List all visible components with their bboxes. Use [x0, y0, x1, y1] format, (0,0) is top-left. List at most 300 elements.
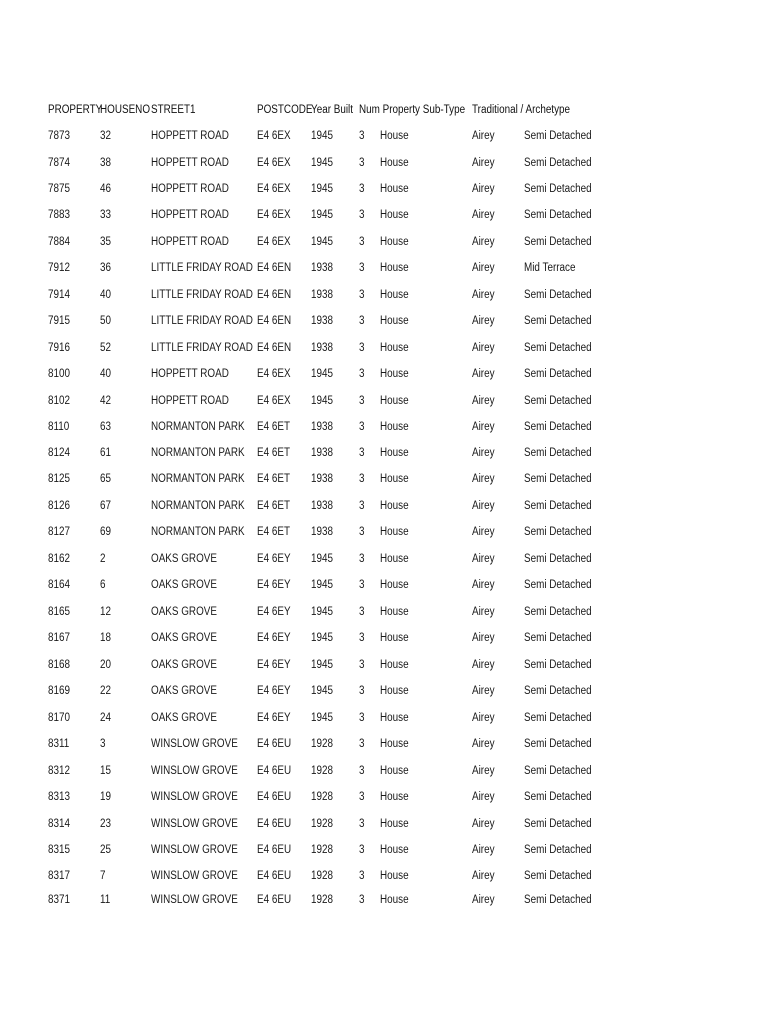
cell-houseno: 36 — [100, 262, 112, 274]
cell-traditional: Airey — [472, 870, 495, 882]
cell-postcode: E4 6EN — [257, 315, 292, 327]
cell-property: 8311 — [48, 738, 70, 750]
cell-houseno: 11 — [100, 894, 111, 906]
cell-postcode: E4 6EU — [257, 765, 292, 777]
cell-postcode: E4 6ET — [257, 500, 290, 512]
cell-archetype: Semi Detached — [524, 368, 592, 380]
table-row — [0, 549, 770, 569]
cell-archetype: Semi Detached — [524, 500, 592, 512]
cell-postcode: E4 6EX — [257, 236, 291, 248]
cell-traditional: Airey — [472, 209, 495, 221]
cell-property: 8164 — [48, 579, 71, 591]
table-row — [0, 469, 770, 489]
cell-num: 3 — [359, 289, 365, 301]
cell-street: NORMANTON PARK — [151, 526, 245, 538]
cell-traditional: Airey — [472, 526, 495, 538]
cell-houseno: 2 — [100, 553, 106, 565]
cell-traditional: Airey — [472, 157, 495, 169]
cell-archetype: Semi Detached — [524, 870, 592, 882]
cell-sub-type: House — [380, 818, 409, 830]
cell-street: WINSLOW GROVE — [151, 818, 238, 830]
cell-year-built: 1938 — [311, 262, 334, 274]
cell-num: 3 — [359, 157, 365, 169]
cell-property: 7915 — [48, 315, 71, 327]
cell-traditional: Airey — [472, 894, 495, 906]
cell-num: 3 — [359, 738, 365, 750]
cell-archetype: Semi Detached — [524, 791, 592, 803]
cell-num: 3 — [359, 712, 365, 724]
cell-archetype: Semi Detached — [524, 632, 592, 644]
cell-sub-type: House — [380, 791, 409, 803]
cell-archetype: Mid Terrace — [524, 262, 576, 274]
table-row — [0, 311, 770, 331]
cell-property: 8167 — [48, 632, 71, 644]
cell-houseno: 65 — [100, 473, 112, 485]
cell-property: 8371 — [48, 894, 71, 906]
cell-houseno: 38 — [100, 157, 112, 169]
table-row — [0, 655, 770, 675]
cell-archetype: Semi Detached — [524, 421, 592, 433]
cell-street: WINSLOW GROVE — [151, 765, 238, 777]
cell-postcode: E4 6EY — [257, 685, 291, 697]
cell-street: HOPPETT ROAD — [151, 368, 229, 380]
cell-street: LITTLE FRIDAY ROAD — [151, 289, 253, 301]
cell-traditional: Airey — [472, 289, 495, 301]
header-num-property-sub-type: Num Property Sub-Type — [359, 104, 466, 116]
cell-postcode: E4 6ET — [257, 526, 290, 538]
cell-property: 8125 — [48, 473, 71, 485]
cell-street: OAKS GROVE — [151, 712, 217, 724]
cell-postcode: E4 6EY — [257, 632, 291, 644]
table-row — [0, 761, 770, 781]
cell-traditional: Airey — [472, 342, 495, 354]
cell-num: 3 — [359, 473, 365, 485]
cell-year-built: 1945 — [311, 183, 334, 195]
cell-num: 3 — [359, 183, 365, 195]
table-row — [0, 734, 770, 754]
cell-archetype: Semi Detached — [524, 342, 592, 354]
table-row — [0, 205, 770, 225]
table-row — [0, 364, 770, 384]
cell-sub-type: House — [380, 553, 409, 565]
cell-num: 3 — [359, 894, 365, 906]
cell-archetype: Semi Detached — [524, 289, 592, 301]
cell-houseno: 32 — [100, 130, 112, 142]
cell-num: 3 — [359, 579, 365, 591]
cell-archetype: Semi Detached — [524, 473, 592, 485]
cell-num: 3 — [359, 421, 365, 433]
cell-traditional: Airey — [472, 368, 495, 380]
cell-archetype: Semi Detached — [524, 395, 592, 407]
cell-num: 3 — [359, 209, 365, 221]
cell-archetype: Semi Detached — [524, 894, 592, 906]
table-row — [0, 153, 770, 173]
cell-postcode: E4 6EU — [257, 894, 292, 906]
cell-street: HOPPETT ROAD — [151, 157, 229, 169]
header-street1: STREET1 — [151, 104, 196, 116]
cell-year-built: 1928 — [311, 818, 334, 830]
cell-houseno: 20 — [100, 659, 112, 671]
cell-street: NORMANTON PARK — [151, 447, 245, 459]
cell-sub-type: House — [380, 473, 409, 485]
cell-sub-type: House — [380, 712, 409, 724]
cell-street: OAKS GROVE — [151, 685, 217, 697]
cell-traditional: Airey — [472, 236, 495, 248]
cell-num: 3 — [359, 632, 365, 644]
cell-archetype: Semi Detached — [524, 738, 592, 750]
cell-sub-type: House — [380, 579, 409, 591]
cell-houseno: 25 — [100, 844, 112, 856]
cell-postcode: E4 6EX — [257, 395, 291, 407]
cell-property: 7875 — [48, 183, 71, 195]
table-row — [0, 890, 770, 910]
cell-postcode: E4 6EN — [257, 289, 292, 301]
cell-street: OAKS GROVE — [151, 632, 217, 644]
cell-street: WINSLOW GROVE — [151, 791, 238, 803]
header-postcode: POSTCODE — [257, 104, 313, 116]
cell-sub-type: House — [380, 368, 409, 380]
cell-year-built: 1945 — [311, 606, 334, 618]
header-year-built: Year Built — [311, 104, 353, 116]
cell-num: 3 — [359, 553, 365, 565]
cell-sub-type: House — [380, 500, 409, 512]
cell-traditional: Airey — [472, 473, 495, 485]
cell-property: 8100 — [48, 368, 71, 380]
cell-postcode: E4 6EX — [257, 209, 291, 221]
table-row — [0, 866, 770, 886]
cell-archetype: Semi Detached — [524, 818, 592, 830]
cell-property: 8110 — [48, 421, 70, 433]
cell-street: LITTLE FRIDAY ROAD — [151, 315, 253, 327]
cell-num: 3 — [359, 342, 365, 354]
cell-houseno: 35 — [100, 236, 112, 248]
cell-year-built: 1945 — [311, 368, 334, 380]
cell-num: 3 — [359, 659, 365, 671]
cell-postcode: E4 6EX — [257, 157, 291, 169]
cell-num: 3 — [359, 526, 365, 538]
cell-sub-type: House — [380, 526, 409, 538]
cell-property: 7916 — [48, 342, 71, 354]
cell-traditional: Airey — [472, 738, 495, 750]
cell-sub-type: House — [380, 342, 409, 354]
cell-archetype: Semi Detached — [524, 183, 592, 195]
cell-num: 3 — [359, 500, 365, 512]
table-row — [0, 575, 770, 595]
cell-year-built: 1945 — [311, 579, 334, 591]
cell-property: 7912 — [48, 262, 71, 274]
cell-postcode: E4 6EU — [257, 791, 292, 803]
cell-sub-type: House — [380, 262, 409, 274]
cell-year-built: 1945 — [311, 157, 334, 169]
header-traditional-archetype: Traditional / Archetype — [472, 104, 571, 116]
cell-traditional: Airey — [472, 130, 495, 142]
cell-sub-type: House — [380, 157, 409, 169]
cell-traditional: Airey — [472, 791, 495, 803]
cell-sub-type: House — [380, 183, 409, 195]
cell-traditional: Airey — [472, 447, 495, 459]
cell-street: NORMANTON PARK — [151, 421, 245, 433]
cell-houseno: 63 — [100, 421, 112, 433]
cell-year-built: 1945 — [311, 685, 334, 697]
cell-property: 8313 — [48, 791, 71, 803]
cell-year-built: 1938 — [311, 289, 334, 301]
cell-postcode: E4 6ET — [257, 447, 290, 459]
cell-year-built: 1938 — [311, 473, 334, 485]
cell-traditional: Airey — [472, 395, 495, 407]
cell-sub-type: House — [380, 315, 409, 327]
cell-houseno: 3 — [100, 738, 106, 750]
cell-year-built: 1945 — [311, 712, 334, 724]
cell-postcode: E4 6EU — [257, 844, 292, 856]
cell-sub-type: House — [380, 395, 409, 407]
cell-num: 3 — [359, 236, 365, 248]
cell-sub-type: House — [380, 209, 409, 221]
cell-postcode: E4 6EU — [257, 818, 292, 830]
cell-sub-type: House — [380, 447, 409, 459]
cell-sub-type: House — [380, 289, 409, 301]
cell-postcode: E4 6EY — [257, 712, 291, 724]
cell-property: 7883 — [48, 209, 71, 221]
table-row — [0, 126, 770, 146]
cell-street: NORMANTON PARK — [151, 500, 245, 512]
cell-property: 8124 — [48, 447, 71, 459]
cell-street: HOPPETT ROAD — [151, 395, 229, 407]
cell-sub-type: House — [380, 659, 409, 671]
cell-houseno: 52 — [100, 342, 112, 354]
cell-property: 7873 — [48, 130, 71, 142]
cell-property: 8169 — [48, 685, 71, 697]
cell-year-built: 1945 — [311, 659, 334, 671]
cell-year-built: 1938 — [311, 447, 334, 459]
cell-houseno: 7 — [100, 870, 106, 882]
cell-archetype: Semi Detached — [524, 685, 592, 697]
cell-year-built: 1938 — [311, 500, 334, 512]
cell-street: HOPPETT ROAD — [151, 236, 229, 248]
cell-sub-type: House — [380, 894, 409, 906]
cell-property: 8127 — [48, 526, 71, 538]
cell-property: 7914 — [48, 289, 71, 301]
table-row — [0, 391, 770, 411]
cell-archetype: Semi Detached — [524, 712, 592, 724]
cell-year-built: 1938 — [311, 526, 334, 538]
cell-num: 3 — [359, 765, 365, 777]
cell-postcode: E4 6EU — [257, 870, 292, 882]
cell-street: HOPPETT ROAD — [151, 209, 229, 221]
table-row — [0, 496, 770, 516]
cell-sub-type: House — [380, 765, 409, 777]
cell-year-built: 1928 — [311, 870, 334, 882]
table-row — [0, 840, 770, 860]
cell-sub-type: House — [380, 606, 409, 618]
cell-street: LITTLE FRIDAY ROAD — [151, 262, 253, 274]
cell-property: 8170 — [48, 712, 71, 724]
cell-street: WINSLOW GROVE — [151, 844, 238, 856]
cell-postcode: E4 6ET — [257, 473, 290, 485]
cell-num: 3 — [359, 368, 365, 380]
cell-property: 8102 — [48, 395, 71, 407]
cell-postcode: E4 6EN — [257, 342, 292, 354]
cell-postcode: E4 6ET — [257, 421, 290, 433]
cell-postcode: E4 6EX — [257, 130, 291, 142]
cell-num: 3 — [359, 395, 365, 407]
cell-postcode: E4 6EY — [257, 659, 291, 671]
cell-postcode: E4 6EY — [257, 606, 291, 618]
cell-street: OAKS GROVE — [151, 606, 217, 618]
cell-traditional: Airey — [472, 765, 495, 777]
cell-street: WINSLOW GROVE — [151, 870, 238, 882]
table-row — [0, 602, 770, 622]
cell-street: OAKS GROVE — [151, 659, 217, 671]
cell-houseno: 23 — [100, 818, 112, 830]
table-row — [0, 681, 770, 701]
cell-traditional: Airey — [472, 262, 495, 274]
cell-archetype: Semi Detached — [524, 447, 592, 459]
cell-street: LITTLE FRIDAY ROAD — [151, 342, 253, 354]
cell-traditional: Airey — [472, 183, 495, 195]
cell-archetype: Semi Detached — [524, 606, 592, 618]
cell-year-built: 1938 — [311, 315, 334, 327]
cell-sub-type: House — [380, 685, 409, 697]
cell-sub-type: House — [380, 421, 409, 433]
cell-num: 3 — [359, 870, 365, 882]
table-row — [0, 522, 770, 542]
cell-property: 8312 — [48, 765, 71, 777]
cell-year-built: 1945 — [311, 209, 334, 221]
cell-traditional: Airey — [472, 315, 495, 327]
cell-property: 8168 — [48, 659, 71, 671]
cell-property: 7884 — [48, 236, 71, 248]
cell-sub-type: House — [380, 130, 409, 142]
cell-houseno: 22 — [100, 685, 112, 697]
cell-houseno: 67 — [100, 500, 112, 512]
cell-year-built: 1928 — [311, 894, 334, 906]
cell-year-built: 1938 — [311, 342, 334, 354]
table-row — [0, 285, 770, 305]
cell-year-built: 1945 — [311, 236, 334, 248]
cell-archetype: Semi Detached — [524, 765, 592, 777]
cell-postcode: E4 6EN — [257, 262, 292, 274]
cell-num: 3 — [359, 447, 365, 459]
table-row — [0, 232, 770, 252]
cell-property: 7874 — [48, 157, 71, 169]
cell-property: 8317 — [48, 870, 71, 882]
cell-street: WINSLOW GROVE — [151, 738, 238, 750]
cell-archetype: Semi Detached — [524, 157, 592, 169]
cell-num: 3 — [359, 315, 365, 327]
header-property: PROPERTY — [48, 104, 103, 116]
cell-archetype: Semi Detached — [524, 526, 592, 538]
cell-houseno: 61 — [100, 447, 112, 459]
cell-traditional: Airey — [472, 500, 495, 512]
table-row — [0, 179, 770, 199]
cell-sub-type: House — [380, 844, 409, 856]
cell-archetype: Semi Detached — [524, 844, 592, 856]
cell-traditional: Airey — [472, 579, 495, 591]
cell-archetype: Semi Detached — [524, 130, 592, 142]
cell-houseno: 69 — [100, 526, 112, 538]
cell-houseno: 19 — [100, 791, 112, 803]
cell-traditional: Airey — [472, 712, 495, 724]
cell-year-built: 1945 — [311, 553, 334, 565]
cell-property: 8315 — [48, 844, 71, 856]
table-row — [0, 628, 770, 648]
cell-houseno: 15 — [100, 765, 112, 777]
cell-num: 3 — [359, 791, 365, 803]
cell-num: 3 — [359, 262, 365, 274]
cell-postcode: E4 6EX — [257, 368, 291, 380]
cell-traditional: Airey — [472, 553, 495, 565]
cell-houseno: 18 — [100, 632, 112, 644]
cell-sub-type: House — [380, 632, 409, 644]
cell-houseno: 42 — [100, 395, 112, 407]
cell-archetype: Semi Detached — [524, 209, 592, 221]
cell-year-built: 1945 — [311, 632, 334, 644]
header-houseno: HOUSENO — [100, 104, 151, 116]
cell-street: WINSLOW GROVE — [151, 894, 238, 906]
cell-property: 8314 — [48, 818, 71, 830]
cell-traditional: Airey — [472, 421, 495, 433]
cell-year-built: 1928 — [311, 765, 334, 777]
cell-street: NORMANTON PARK — [151, 473, 245, 485]
cell-year-built: 1938 — [311, 421, 334, 433]
cell-houseno: 40 — [100, 368, 112, 380]
cell-property: 8162 — [48, 553, 71, 565]
cell-year-built: 1928 — [311, 791, 334, 803]
table-row — [0, 708, 770, 728]
cell-year-built: 1945 — [311, 130, 334, 142]
cell-street: HOPPETT ROAD — [151, 183, 229, 195]
cell-archetype: Semi Detached — [524, 659, 592, 671]
cell-year-built: 1945 — [311, 395, 334, 407]
cell-archetype: Semi Detached — [524, 579, 592, 591]
cell-street: OAKS GROVE — [151, 553, 217, 565]
cell-archetype: Semi Detached — [524, 553, 592, 565]
cell-houseno: 33 — [100, 209, 112, 221]
cell-property: 8165 — [48, 606, 71, 618]
cell-street: HOPPETT ROAD — [151, 130, 229, 142]
cell-traditional: Airey — [472, 818, 495, 830]
cell-sub-type: House — [380, 870, 409, 882]
cell-postcode: E4 6EY — [257, 579, 291, 591]
table-header-row — [0, 100, 770, 120]
cell-num: 3 — [359, 818, 365, 830]
cell-num: 3 — [359, 606, 365, 618]
cell-year-built: 1928 — [311, 738, 334, 750]
cell-traditional: Airey — [472, 632, 495, 644]
cell-street: OAKS GROVE — [151, 579, 217, 591]
cell-postcode: E4 6EU — [257, 738, 292, 750]
table-row — [0, 787, 770, 807]
cell-traditional: Airey — [472, 685, 495, 697]
cell-property: 8126 — [48, 500, 71, 512]
table-row — [0, 338, 770, 358]
cell-year-built: 1928 — [311, 844, 334, 856]
cell-num: 3 — [359, 844, 365, 856]
cell-postcode: E4 6EX — [257, 183, 291, 195]
table-row — [0, 443, 770, 463]
cell-traditional: Airey — [472, 606, 495, 618]
cell-sub-type: House — [380, 738, 409, 750]
cell-houseno: 6 — [100, 579, 106, 591]
cell-num: 3 — [359, 685, 365, 697]
table-row — [0, 814, 770, 834]
cell-traditional: Airey — [472, 844, 495, 856]
cell-traditional: Airey — [472, 659, 495, 671]
cell-archetype: Semi Detached — [524, 236, 592, 248]
cell-postcode: E4 6EY — [257, 553, 291, 565]
cell-houseno: 24 — [100, 712, 112, 724]
cell-houseno: 50 — [100, 315, 112, 327]
